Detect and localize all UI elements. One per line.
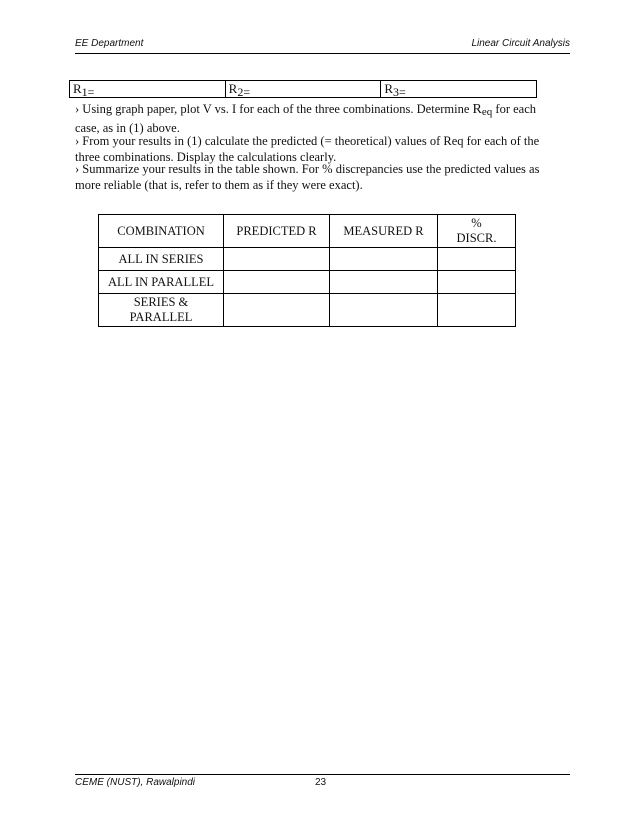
empty-cell [438, 248, 516, 271]
empty-cell [330, 248, 438, 271]
header-predicted: PREDICTED R [224, 215, 330, 248]
empty-cell [224, 248, 330, 271]
empty-cell [330, 271, 438, 294]
empty-cell [438, 271, 516, 294]
instruction-calculate: › From your results in (1) calculate the predicted (= theoretical) values of Req for each of the three combinations. Display the calculations clearly. [75, 134, 540, 164]
r2-cell: $R_{2=}$ [225, 81, 381, 97]
results-table [98, 214, 516, 327]
r1-cell: $R_{1=}$ [73, 81, 95, 99]
empty-cell [224, 294, 330, 327]
instruction-summarize: › Summarize your results in the table shown. For % discrepancies use the predicted values as more reliable (that is, refer to them as if they were exact). [75, 162, 540, 192]
header-course: Linear Circuit Analysis [471, 38, 570, 49]
footer-rule [75, 774, 570, 775]
table-header-row [99, 215, 516, 248]
table-row [99, 248, 516, 271]
r3-cell: $R_{3=}$ [380, 81, 536, 97]
empty-cell [330, 294, 438, 327]
header-department: EE Department [75, 38, 144, 49]
instruction-plot: › Using graph paper, plot V vs. I for each of the three combinations. Determine $R_{eq}$ for each case, as in (1) above. [75, 102, 537, 135]
header-discrepancy: % DISCR. [438, 215, 516, 248]
resistor-values-row [69, 80, 537, 98]
page-footer [75, 777, 570, 791]
header-rule [75, 53, 570, 54]
req-symbol: $R_{eq}$ [472, 102, 493, 118]
row-label: ALL IN PARALLEL [99, 271, 224, 294]
page-number: 23 [315, 777, 327, 788]
row-label: ALL IN SERIES [99, 248, 224, 271]
header-combination: COMBINATION [99, 215, 224, 248]
table-row [99, 294, 516, 327]
page-header [75, 38, 570, 52]
footer-institution: CEME (NUST), Rawalpindi [75, 777, 196, 788]
table-row [99, 271, 516, 294]
row-label: SERIES & PARALLEL [99, 294, 224, 327]
header-measured: MEASURED R [330, 215, 438, 248]
empty-cell [438, 294, 516, 327]
empty-cell [224, 271, 330, 294]
